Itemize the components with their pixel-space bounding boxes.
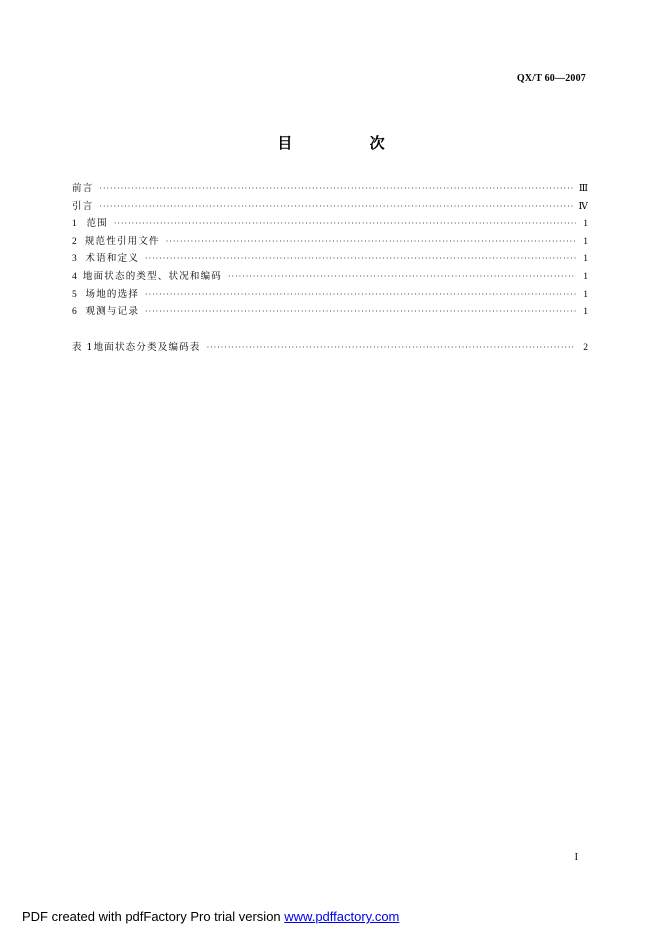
toc-entry-number: 2	[72, 236, 77, 247]
toc-entry-text: 引言	[72, 200, 94, 212]
toc-entry-text: 地面状态的类型、状况和编码	[82, 270, 223, 282]
toc-entry-page: 2	[583, 342, 588, 353]
dot-leader	[99, 198, 574, 216]
dot-leader	[228, 268, 576, 286]
toc-entry-text: 范围	[86, 218, 108, 230]
toc-entry-number: 3	[72, 254, 77, 265]
toc-entry-text: 观测与记录	[85, 306, 140, 318]
dot-leader	[145, 286, 576, 304]
toc-entry-page: 1	[583, 219, 588, 230]
toc-entry-page: 1	[583, 271, 588, 282]
toc-entry-page: 1	[583, 254, 588, 265]
toc-entry-number: 5	[72, 289, 77, 300]
toc-entry-page: Ⅳ	[578, 201, 588, 212]
toc-entry-observation-recording[interactable]	[72, 303, 588, 321]
dot-leader	[145, 250, 576, 268]
toc-entry-page: 1	[583, 307, 588, 318]
toc-entry-table-1[interactable]	[72, 339, 588, 357]
dot-leader	[207, 339, 576, 357]
dot-leader	[145, 303, 576, 321]
toc-entry-text: 前言	[72, 183, 94, 194]
dot-leader	[166, 233, 576, 251]
toc-entry-text: 术语和定义	[85, 253, 140, 265]
toc-entry-terms-definitions[interactable]	[72, 250, 588, 268]
standard-code: QX/T 60—2007	[516, 73, 586, 84]
toc-entry-number: 4	[72, 271, 77, 282]
footer-link[interactable]: www.pdffactory.com	[284, 909, 400, 924]
toc-entry-scope[interactable]	[72, 215, 588, 233]
toc-entry-page: Ⅲ	[578, 184, 588, 194]
table-label: 表 1	[72, 341, 94, 353]
toc-entry-foreword[interactable]	[72, 180, 588, 198]
footer-text: PDF created with pdfFactory Pro trial version	[22, 909, 285, 924]
page-number: I	[574, 852, 578, 863]
toc-entry-text: 规范性引用文件	[84, 235, 160, 247]
toc-spacer	[72, 321, 588, 339]
toc-title: 目 次	[277, 134, 421, 152]
toc-entry-number: 1	[72, 219, 77, 230]
toc-entry-normative-references[interactable]	[72, 233, 588, 251]
toc-entry-site-selection[interactable]	[72, 286, 588, 304]
dot-leader	[114, 215, 576, 233]
pdf-watermark-footer	[22, 909, 399, 924]
toc-entry-text: 地面状态分类及编码表	[93, 341, 201, 353]
toc-entry-page: 1	[583, 236, 588, 247]
toc-entry-number: 6	[72, 307, 77, 318]
toc-entry-page: 1	[583, 289, 588, 300]
toc-entry-introduction[interactable]	[72, 198, 588, 216]
table-of-contents	[72, 180, 588, 356]
toc-entry-ground-state-types[interactable]	[72, 268, 588, 286]
dot-leader	[99, 180, 574, 198]
toc-entry-text: 场地的选择	[85, 288, 140, 300]
